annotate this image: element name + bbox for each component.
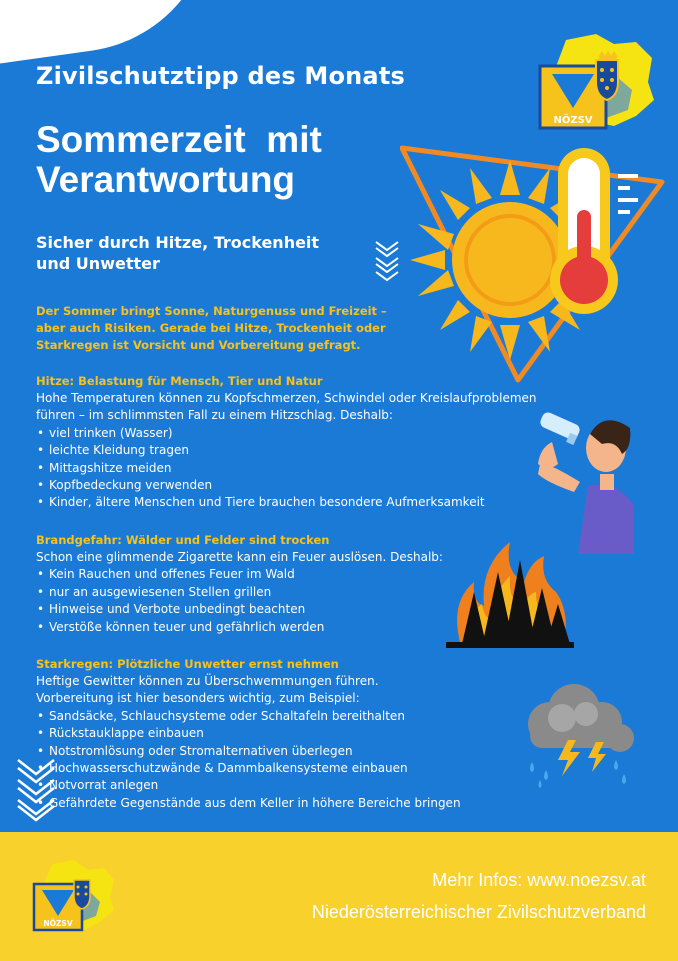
- list-item: • Notstromlösung oder Stromalternativen überlegen: [36, 743, 556, 760]
- chevron-down-icon: [16, 756, 56, 822]
- kicker: Zivilschutztipp des Monats: [36, 62, 405, 90]
- intro-line-2: aber auch Risiken. Gerade bei Hitze, Trockenheit oder: [36, 321, 386, 335]
- fire-heading: Brandgefahr: Wälder und Felder sind trocken: [36, 533, 330, 547]
- list-item: • Kinder, ältere Menschen und Tiere brauchen besondere Aufmerksamkeit: [36, 494, 596, 511]
- rain-list: [36, 708, 556, 812]
- footer-logo: [30, 858, 116, 936]
- header-logo: [536, 30, 662, 140]
- list-item: • Hinweise und Verbote unbedingt beachten: [36, 601, 456, 618]
- list-item: • Mittagshitze meiden: [36, 460, 596, 477]
- subtitle-line-1: Sicher durch Hitze, Trockenheit: [36, 233, 320, 252]
- footer-logo-label: NÖZSV: [43, 919, 73, 928]
- heat-heading: Hitze: Belastung für Mensch, Tier und Natur: [36, 374, 323, 388]
- list-item: • Kopfbedeckung verwenden: [36, 477, 596, 494]
- page-title: [36, 120, 322, 200]
- logo-label: NÖZSV: [553, 115, 593, 126]
- heat-list: [36, 425, 596, 512]
- list-item: • Hochwasserschutzwände & Dammbalkensysteme einbauen: [36, 760, 556, 777]
- list-item: • leichte Kleidung tragen: [36, 442, 596, 459]
- title-line-2: Verantwortung: [36, 159, 296, 200]
- forest-fire-icon: [442, 532, 577, 652]
- fire-list: [36, 566, 456, 636]
- list-item: • Notvorrat anlegen: [36, 777, 556, 794]
- list-item: • nur an ausgewiesenen Stellen grillen: [36, 584, 456, 601]
- rain-section: [36, 656, 556, 812]
- list-item: • Kein Rauchen und offenes Feuer im Wald: [36, 566, 456, 583]
- list-item: • Gefährdete Gegenstände aus dem Keller in höhere Bereiche bringen: [36, 795, 556, 812]
- rain-text-line-2: Vorbereitung ist hier besonders wichtig, zum Beispiel:: [36, 691, 360, 706]
- subtitle-line-2: und Unwetter: [36, 254, 160, 273]
- heat-text-line-1: Hohe Temperaturen können zu Kopfschmerzen, Schwindel oder Kreislaufproblemen: [36, 391, 537, 405]
- heat-text-line-2: führen – im schlimmsten Fall zu einem Hitzschlag. Deshalb:: [36, 408, 393, 423]
- intro-line-1: Der Sommer bringt Sonne, Naturgenuss und Freizeit –: [36, 304, 387, 318]
- footer-org: Niederösterreichischer Zivilschutzverband: [311, 902, 646, 922]
- subtitle: [36, 232, 319, 274]
- rain-heading: Starkregen: Plötzliche Unwetter ernst nehmen: [36, 657, 339, 671]
- chevron-down-icon: [374, 240, 400, 284]
- list-item: • Rückstauklappe einbauen: [36, 725, 556, 742]
- title-line-1: Sommerzeit mit: [36, 119, 322, 160]
- heat-section: [36, 373, 596, 512]
- intro-line-3: Starkregen ist Vorsicht und Vorbereitung gefragt.: [36, 338, 361, 352]
- footer-info: Mehr Infos: www.noezsv.at: [432, 870, 646, 890]
- corner-decoration: [0, 0, 231, 67]
- storm-cloud-icon: [512, 680, 637, 790]
- intro-text: [36, 303, 426, 354]
- list-item: • viel trinken (Wasser): [36, 425, 596, 442]
- heat-illustration: [400, 140, 670, 390]
- list-item: • Sandsäcke, Schlauchsysteme oder Schaltafeln bereithalten: [36, 708, 556, 725]
- footer: [0, 832, 678, 961]
- list-item: • Verstöße können teuer und gefährlich werden: [36, 619, 456, 636]
- fire-text-line-1: Schon eine glimmende Zigarette kann ein Feuer auslösen. Deshalb:: [36, 550, 443, 564]
- fire-section: [36, 532, 456, 636]
- rain-text-line-1: Heftige Gewitter können zu Überschwemmungen führen.: [36, 674, 379, 688]
